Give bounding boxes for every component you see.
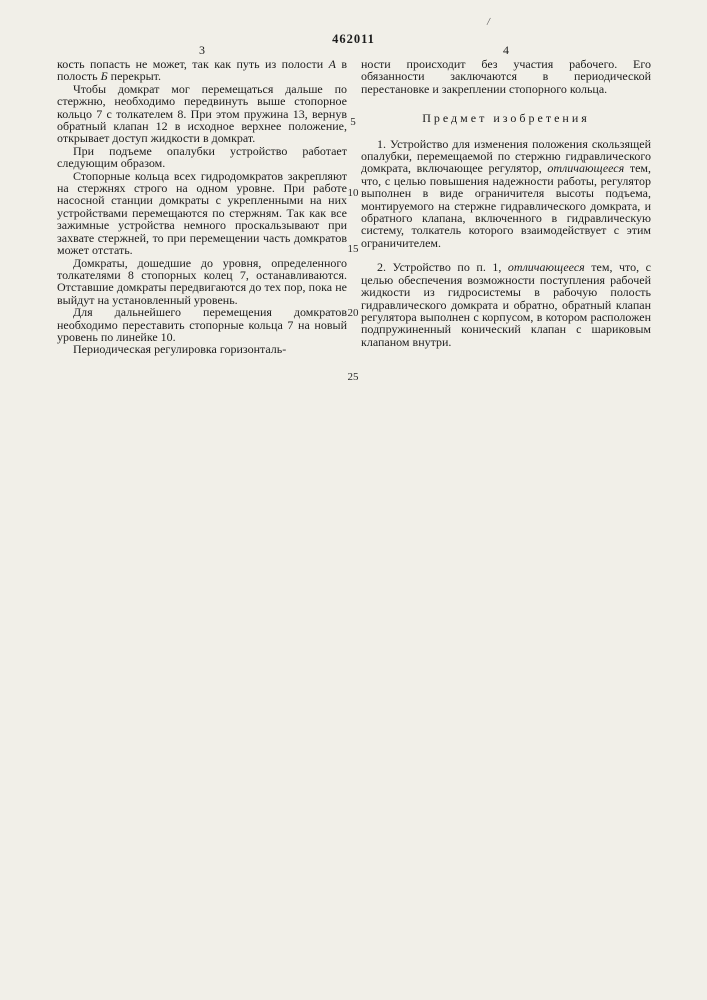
text-segment: в полость	[57, 57, 347, 84]
scan-artifact-mark: /	[486, 15, 491, 29]
text-segment: тем, что, с целью повышения надежности работы, регулятор выполнен в виде ограничителя высоты подъема, монтируемого на стержне гидравлического домкрата, и обратного клапана, включенного в гидравлическую систему, толкатель которого взаимодействует с этим ограничителем.	[361, 161, 651, 250]
paragraph: Чтобы домкрат мог перемещаться дальше по стержню, необходимо передвинуть выше стопорное кольцо 7 с толкателем 8. При этом пружина 13, вернув обратный клапан 12 в исходное верхнее положение, открывает доступ жидкости в домкрат.	[57, 81, 347, 146]
text-segment: 2. Устройство по п. 1,	[377, 260, 508, 275]
paragraph: Стопорные кольца всех гидродомкратов закрепляют на стержнях строго на одном уровне. При работе насосной станции домкраты с укрепленными на них устройствами перемещаются по стержням. Так как все зажимные устройства немного проскальзывают при захвате стержней, то при перемещении часть домкратов может отстать.	[57, 168, 347, 258]
section-heading: Предмет изобретения	[422, 111, 590, 126]
text-segment: кость попасть не может, так как путь из полости	[57, 57, 329, 71]
paragraph: Домкраты, дошедшие до уровня, определенного толкателями 8 стопорных колец 7, останавливаются. Отставшие домкраты передвигаются до тех пор, пока не выйдут на установленный уровень.	[57, 255, 347, 307]
gutter-line-number: 20	[347, 307, 359, 319]
paragraph: Для дальнейшего перемещения домкратов необходимо переставить стопорные кольца 7 на новый уровень по линейке 10.	[57, 305, 347, 344]
text-segment-italic: отличающееся	[547, 161, 625, 176]
gutter-line-number: 25	[347, 371, 359, 383]
paragraph: При подъеме опалубки устройство работает следующим образом.	[57, 143, 347, 171]
page-number-right: 4	[503, 43, 509, 57]
text-segment: тем, что, с целью обеспечения возможности поступления рабочей жидкости из гидросистемы в рабочую полость гидравлического домкрата и обратно, обратный клапан регулятора выполнен с корпусом, в котором расположен подпружиненный конический клапан с шариковым клапаном внутри.	[361, 260, 651, 349]
text-segment: перекрыт.	[107, 69, 161, 84]
text-segment-italic: Б	[100, 69, 108, 84]
claim-2	[361, 261, 651, 348]
text-segment: 1. Устройство для изменения положения скользящей опалубки, перемещаемой по стержню гидравлического домкрата, включающее регулятор,	[361, 136, 651, 176]
paragraph: Периодическая регулировка горизонталь-	[73, 342, 287, 357]
gutter-line-number: 5	[350, 116, 356, 128]
patent-number: 462011	[332, 32, 375, 46]
page-number-left: 3	[199, 43, 205, 57]
left-column	[57, 58, 347, 356]
right-column	[361, 58, 651, 356]
paragraph	[57, 58, 347, 83]
text-segment-italic: А	[328, 57, 336, 71]
paragraph: ности происходит без участия рабочего. Его обязанности заключаются в периодической перестановке и закреплении стопорного кольца.	[361, 57, 651, 96]
gutter-line-number: 10	[347, 187, 359, 199]
gutter-line-number: 15	[347, 243, 359, 255]
text-segment-italic: отличающееся	[507, 260, 585, 275]
claim-1	[361, 138, 651, 250]
